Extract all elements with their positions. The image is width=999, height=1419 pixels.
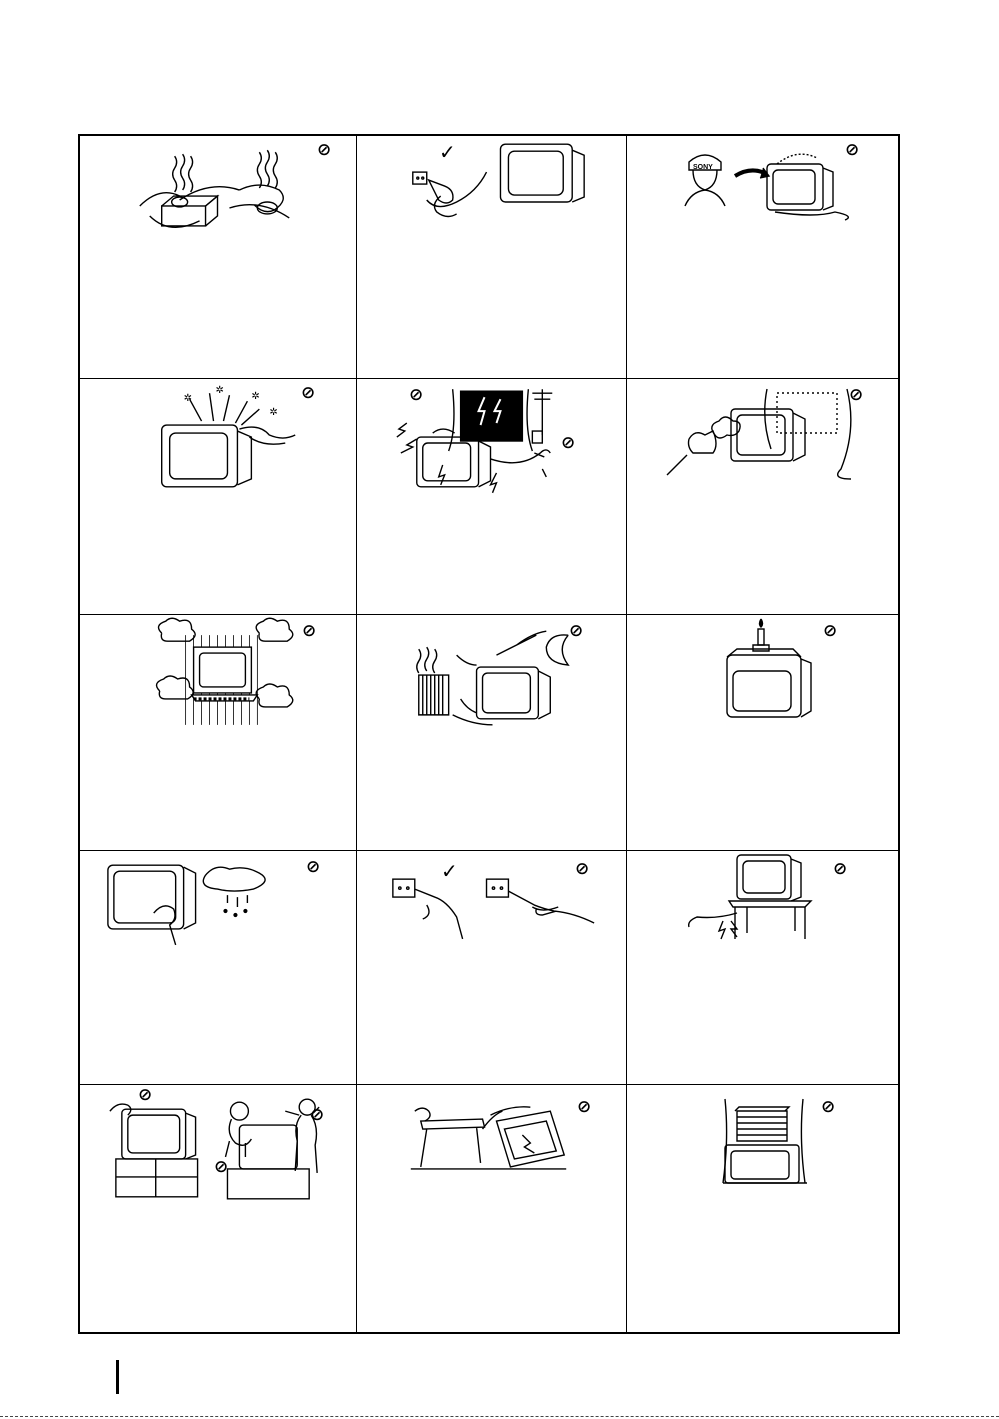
prohibited-icon: ⊘: [306, 857, 321, 877]
panel-moisture-steam: [627, 379, 898, 615]
prohibited-icon: ⊘: [845, 140, 860, 160]
panel-no-objects-into-openings: [80, 379, 357, 615]
svg-text:✲: ✲: [251, 391, 260, 403]
prohibited-icon: ⊘: [317, 140, 332, 160]
heat-and-sun-illustration: [357, 615, 626, 745]
prohibited-icon: ⊘: [821, 1097, 836, 1117]
prohibited-icon: ⊘: [823, 621, 838, 641]
panel-lightning-storm: [357, 379, 627, 615]
prohibited-icon: ⊘: [833, 859, 848, 879]
panel-heat-and-sun: [357, 615, 627, 851]
svg-text:✲: ✲: [183, 393, 192, 405]
panel-unplug-by-plug: [357, 136, 627, 379]
panel-children-climbing: [80, 1085, 357, 1332]
svg-text:✲: ✲: [269, 407, 278, 419]
prohibited-icon: ⊘: [577, 1097, 592, 1117]
panel-wet-cloth-cleaning: [80, 851, 357, 1085]
panel-blocked-ventilation: [80, 615, 357, 851]
safety-illustration-grid: [78, 134, 900, 1334]
cord-under-stand-illustration: [627, 851, 898, 981]
unplug-tv-illustration: [357, 136, 626, 266]
prohibited-icon: ⊘: [569, 621, 584, 641]
svg-text:SONY: SONY: [693, 164, 713, 171]
prohibited-icon: ⊘: [301, 383, 316, 403]
prohibited-icon: ⊘: [575, 859, 590, 879]
prohibited-icon: ⊘: [214, 1157, 229, 1177]
panel-heat-overloaded-outlet: [80, 136, 357, 379]
panel-unstable-stand-fall: [357, 1085, 627, 1332]
svg-text:✲: ✲: [215, 385, 224, 397]
overloaded-outlet-illustration: [80, 136, 356, 266]
panel-plug-handling: [357, 851, 627, 1085]
check-icon: ✓: [441, 859, 458, 883]
prohibited-icon: ⊘: [561, 433, 576, 453]
prohibited-icon: ⊘: [138, 1085, 153, 1105]
lightning-storm-illustration: [357, 379, 626, 509]
check-icon: ✓: [439, 140, 456, 164]
page-cut-line: [0, 1416, 999, 1417]
panel-candle-on-top: [627, 615, 898, 851]
prohibited-icon: ⊘: [310, 1105, 325, 1125]
page-margin-bar: [116, 1360, 119, 1394]
enclosed-stacked-illustration: [627, 1085, 898, 1215]
prohibited-icon: ⊘: [409, 385, 424, 405]
candle-on-tv-illustration: [627, 615, 898, 745]
panel-call-service-technician: [627, 136, 898, 379]
panel-cord-under-stand: [627, 851, 898, 1085]
prohibited-icon: ⊘: [302, 621, 317, 641]
panel-objects-stacked-enclosed: [627, 1085, 898, 1332]
prohibited-icon: ⊘: [849, 385, 864, 405]
